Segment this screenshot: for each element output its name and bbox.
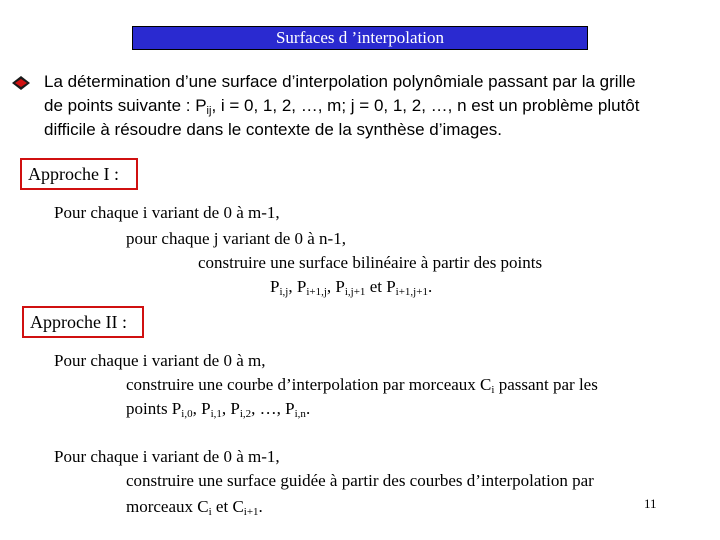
body-text: passant par les bbox=[494, 375, 598, 394]
approach-2-line-4: Pour chaque i variant de 0 à m-1, bbox=[54, 447, 280, 466]
subscript: i,0 bbox=[181, 408, 193, 420]
subscript: i bbox=[208, 506, 212, 518]
subscript: i+1 bbox=[243, 506, 259, 518]
point-text: et P bbox=[365, 277, 396, 296]
subscript: i,j bbox=[279, 286, 289, 298]
approach-2-line-3 bbox=[126, 398, 310, 420]
subscript: i,j+1 bbox=[344, 286, 366, 298]
approach-2-line-1: Pour chaque i variant de 0 à m, bbox=[54, 351, 266, 370]
page-number: 11 bbox=[644, 496, 657, 511]
subscript: i,n bbox=[294, 408, 306, 420]
intro-line-1: La détermination d’une surface d’interpolation polynômiale passant par la grille bbox=[44, 72, 636, 91]
approach-1-line-2: pour chaque j variant de 0 à n-1, bbox=[126, 229, 346, 248]
point-text: P bbox=[270, 277, 280, 296]
approach-2-line-2 bbox=[126, 374, 598, 396]
intro-line-3: difficile à résoudre dans le contexte de la synthèse d’images. bbox=[44, 120, 503, 139]
body-text: . bbox=[258, 497, 263, 516]
subscript: ij bbox=[206, 105, 212, 117]
approach-1-line-1: Pour chaque i variant de 0 à m-1, bbox=[54, 203, 280, 222]
subscript: i+1,j+1 bbox=[395, 286, 428, 298]
body-text: points P bbox=[126, 399, 182, 418]
approach-2-label: Approche II : bbox=[22, 306, 144, 338]
point-text: . bbox=[427, 277, 433, 296]
bullet-icon bbox=[12, 76, 30, 90]
intro-text: de points suivante : P bbox=[44, 96, 207, 115]
subscript: i+1,j bbox=[306, 286, 327, 298]
intro-line-2 bbox=[44, 94, 704, 118]
approach-2-line-6 bbox=[126, 496, 263, 518]
point-text: , P bbox=[326, 277, 345, 296]
body-text: morceaux C bbox=[126, 497, 209, 516]
subscript: i bbox=[491, 384, 495, 396]
approach-2-line-5: construire une surface guidée à partir des courbes d’interpolation par bbox=[126, 471, 594, 490]
intro-paragraph bbox=[44, 70, 704, 142]
approach-1-label: Approche I : bbox=[20, 158, 138, 190]
body-text: , P bbox=[221, 399, 240, 418]
body-text: . bbox=[305, 399, 311, 418]
body-text: , P bbox=[192, 399, 211, 418]
body-text: et C bbox=[211, 497, 244, 516]
subscript: i,2 bbox=[239, 408, 252, 420]
intro-text: , i = 0, 1, 2, …, m; j = 0, 1, 2, …, n est un problème plutôt bbox=[211, 96, 640, 115]
point-text: , P bbox=[288, 277, 307, 296]
subscript: i,1 bbox=[210, 408, 222, 420]
approach-1-line-3: construire une surface bilinéaire à partir des points bbox=[198, 253, 543, 272]
body-text: , …, P bbox=[251, 399, 295, 418]
slide-title: Surfaces d ’interpolation bbox=[132, 26, 588, 50]
body-text: construire une courbe d’interpolation par morceaux C bbox=[126, 375, 492, 394]
approach-1-points bbox=[270, 276, 432, 298]
